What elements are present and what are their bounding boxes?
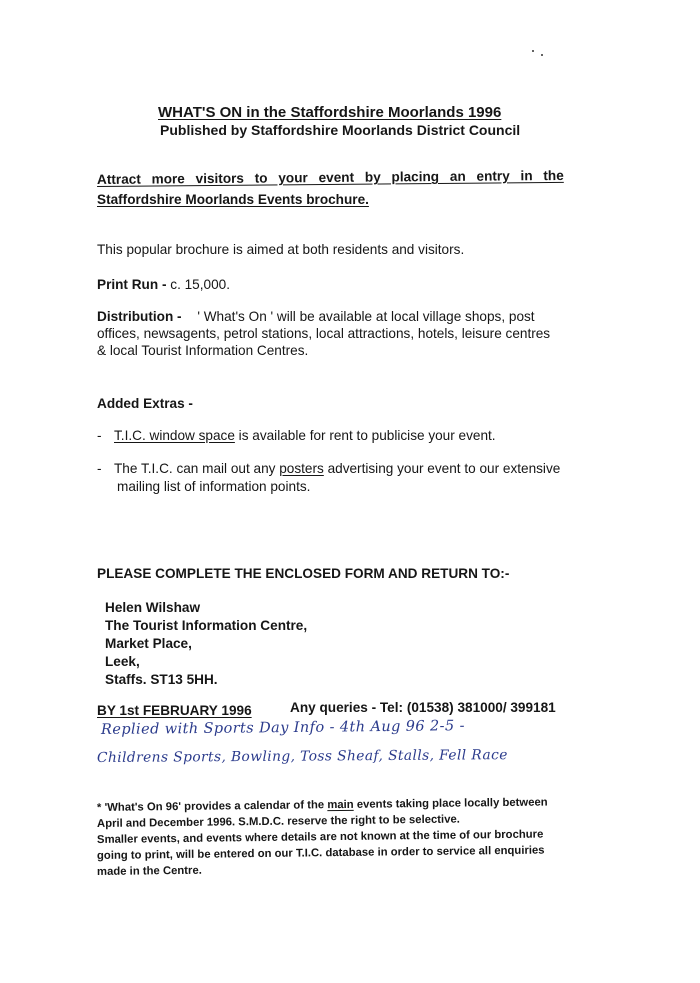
posters-link: posters	[279, 461, 324, 476]
address-line-town: Leek,	[105, 654, 140, 669]
intro-text: This popular brochure is aimed at both residents and visitors.	[97, 242, 465, 257]
address-line-org: The Tourist Information Centre,	[105, 618, 308, 633]
attract-line-1: Attract more visitors to your event by placing an entry in the	[96, 167, 564, 187]
footnote-line-1	[97, 796, 548, 814]
extras-item-2-pre: The T.I.C. can mail out any	[114, 461, 280, 476]
distribution-line-1	[97, 309, 535, 324]
print-run-label: Print Run -	[97, 277, 167, 292]
footnote-line-2: April and December 1996. S.M.D.C. reserve the right to be selective.	[96, 813, 460, 830]
distribution-label: Distribution -	[97, 309, 182, 324]
footnote-main: main	[327, 798, 354, 812]
footnote-line-3: Smaller events, and events where details are not known at the time of our brochure	[96, 828, 544, 846]
document-title: WHAT'S ON in the Staffordshire Moorlands 1996	[158, 104, 502, 121]
distribution-text-1: ' What's On ' will be available at local village shops, post	[197, 309, 535, 324]
form-heading: PLEASE COMPLETE THE ENCLOSED FORM AND RETURN TO:-	[97, 566, 510, 581]
document-subtitle: Published by Staffordshire Moorlands District Council	[160, 122, 521, 138]
bullet-dash: -	[97, 461, 102, 476]
footnote-pre: * 'What's On 96' provides a calendar of the	[96, 799, 328, 814]
extras-item-1-rest: is available for rent to publicise your event.	[234, 428, 496, 443]
extras-item-2-rest: advertising your event to our extensive	[323, 461, 561, 476]
distribution-line-2: offices, newsagents, petrol stations, local attractions, hotels, leisure centres	[97, 326, 551, 341]
extras-item-2	[97, 461, 560, 476]
handwritten-note-line-2: Childrens Sports, Bowling, Toss Sheaf, Stalls, Fell Race	[96, 747, 508, 766]
window-space-link: T.I.C. window space	[114, 428, 235, 443]
address-line-name: Helen Wilshaw	[105, 600, 201, 615]
print-run	[97, 277, 230, 292]
extras-item-1	[97, 428, 496, 443]
attract-line-2: Staffordshire Moorlands Events brochure.	[97, 192, 369, 207]
speck-mark	[532, 50, 534, 52]
bullet-dash: -	[97, 428, 102, 443]
distribution-line-3: & local Tourist Information Centres.	[97, 343, 309, 358]
queries-phone: Any queries - Tel: (01538) 381000/ 399181	[290, 700, 556, 715]
deadline: BY 1st FEBRUARY 1996	[97, 703, 252, 718]
print-run-value: c. 15,000.	[170, 277, 230, 292]
speck-mark	[541, 54, 543, 56]
address-line-postcode: Staffs. ST13 5HH.	[105, 672, 218, 687]
extras-item-2-line-2: mailing list of information points.	[117, 479, 311, 494]
extras-heading: Added Extras -	[97, 396, 193, 411]
footnote-post: events taking place locally between	[353, 796, 548, 811]
address-line-street: Market Place,	[105, 636, 192, 651]
footnote-line-4: going to print, will be entered on our T.I.C. database in order to service all enquiries	[96, 844, 545, 862]
handwritten-note-line-1: Replied with Sports Day Info - 4th Aug 96 2-5 -	[100, 718, 465, 738]
footnote-line-5: made in the Centre.	[96, 864, 202, 878]
